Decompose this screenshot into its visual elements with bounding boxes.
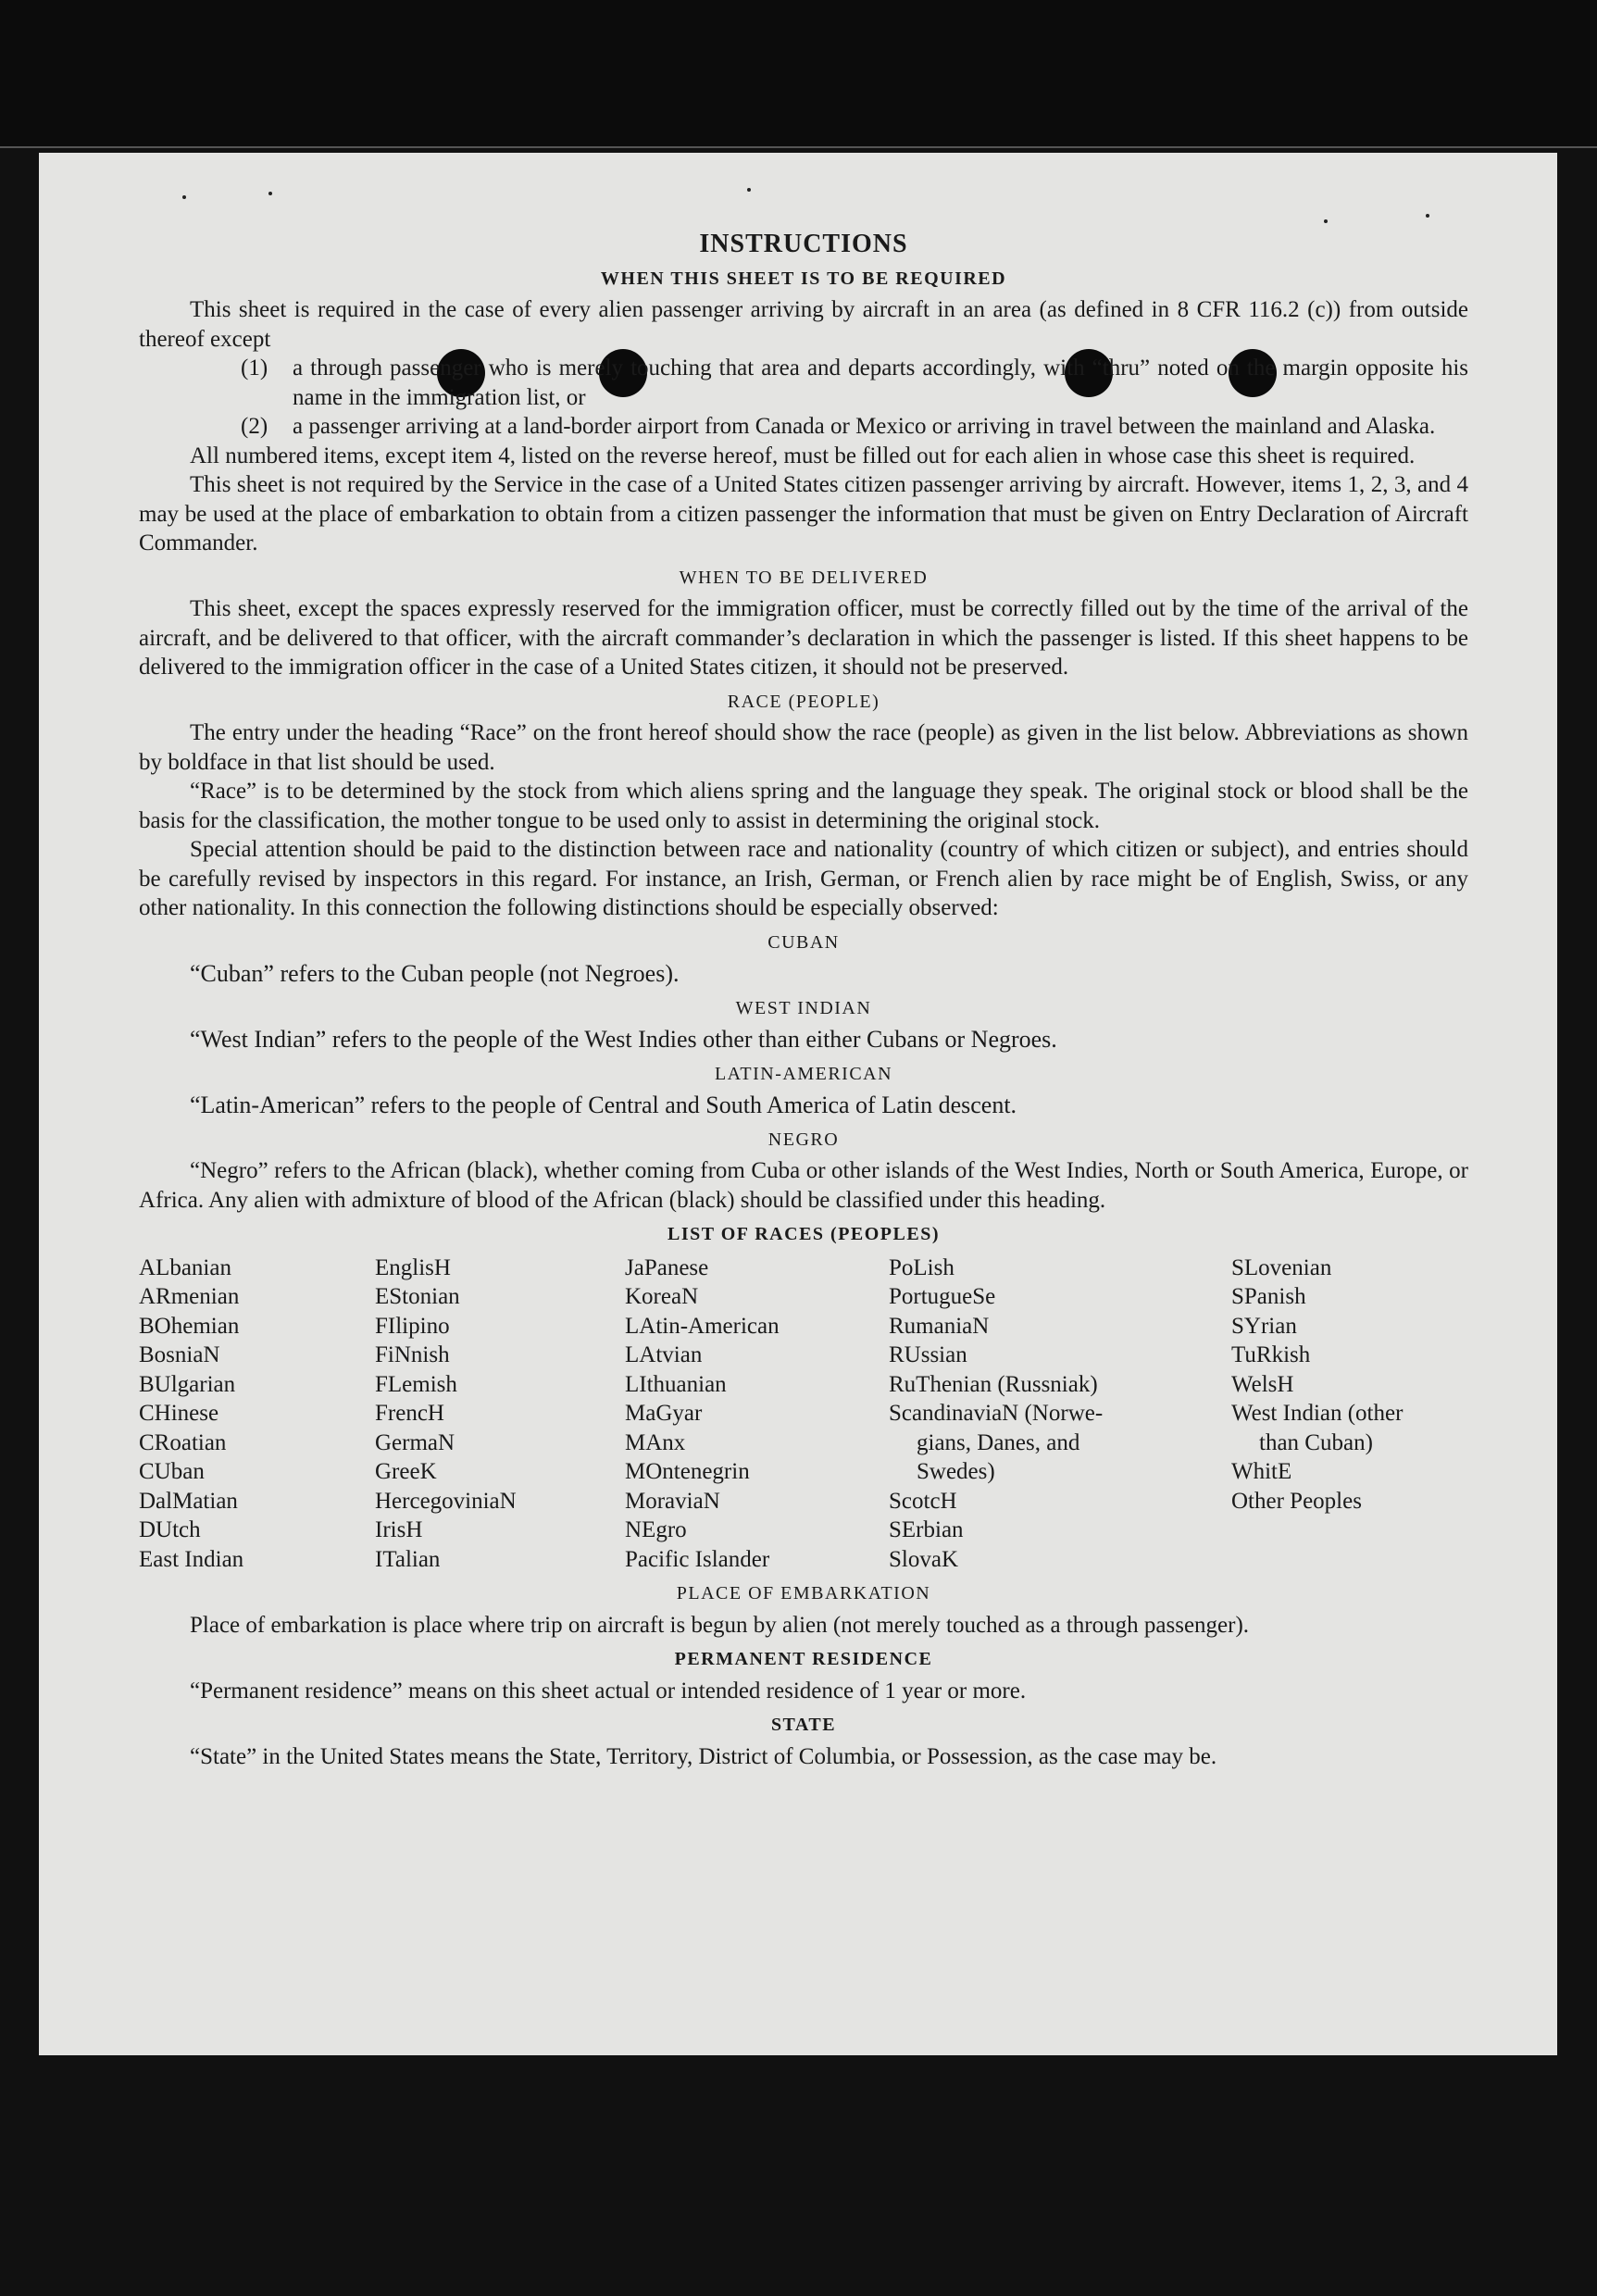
race-entry: FIlipino: [375, 1313, 450, 1339]
races-column: [1231, 1254, 1468, 1575]
race-entry: PortugueSe: [889, 1284, 996, 1309]
speck: [182, 195, 186, 199]
paragraph-required-intro: This sheet is required in the case of every alien passenger arriving by aircraft in an area (as defined in 8 CFR 116.2 (c)) from outside thereof except: [139, 297, 1468, 352]
race-entry: LAtvian: [625, 1342, 703, 1367]
race-entry: MAnx: [625, 1429, 686, 1455]
instructions-content: [139, 230, 1468, 1771]
section-heading-embarkation: PLACE OF EMBARKATION: [676, 1583, 931, 1603]
paragraph-citizen-note: This sheet is not required by the Service in the case of a United States citizen passenger arriving by aircraft. However, items 1, 2, 3, and 4 may be used at the place of embarkation to obtain from a citizen passenger the information that must be given on Entry Declaration of Aircraft Commander.: [139, 472, 1468, 555]
film-edge-line: [0, 146, 1597, 148]
speck: [1324, 219, 1328, 223]
race-entry: LIthuanian: [625, 1371, 727, 1397]
paragraph-race-stock: “Race” is to be determined by the stock from which aliens spring and the language they speak. The original stock or blood shall be the basis for the classification, the mother tongue to be used only to assist in determining the original stock.: [139, 779, 1468, 833]
definition-heading: LATIN-AMERICAN: [714, 1063, 893, 1084]
race-entry: SLovenian: [1231, 1254, 1332, 1280]
race-entry: FiNnish: [375, 1342, 450, 1367]
race-entry: ScotcH: [889, 1488, 957, 1514]
exception-item: [139, 412, 1468, 442]
race-entry: ALbanian: [139, 1254, 231, 1280]
paragraph-residence: “Permanent residence” means on this sheet actual or intended residence of 1 year or more.: [190, 1678, 1027, 1703]
definition-heading: NEGRO: [767, 1129, 840, 1150]
race-entry-continuation: Swedes): [917, 1459, 995, 1484]
race-entry: BOhemian: [139, 1313, 240, 1339]
races-column: [625, 1254, 889, 1575]
race-entry: RuThenian (Russniak): [889, 1371, 1098, 1397]
race-entry: TuRkish: [1231, 1342, 1311, 1367]
item-text: a through passenger who is merely touching that area and departs accordingly, with “thru” noted on the margin opposite his name in the immigration list, or: [293, 356, 1468, 410]
race-entry: GermaN: [375, 1429, 455, 1455]
exception-item: [139, 354, 1468, 412]
races-column: [375, 1254, 625, 1575]
paragraph-race-entry: The entry under the heading “Race” on the front hereof should show the race (people) as given in the list below. Abbreviations as shown by boldface in that list should be used.: [139, 720, 1468, 775]
race-entry: ScandinaviaN (Norwe-: [889, 1401, 1104, 1426]
race-entry: WelsH: [1231, 1371, 1294, 1397]
item-number: (1): [241, 356, 268, 381]
race-entry: RumaniaN: [889, 1313, 990, 1339]
race-entry: SYrian: [1231, 1313, 1297, 1339]
race-entry: MoraviaN: [625, 1488, 720, 1514]
race-entry: MaGyar: [625, 1401, 703, 1426]
race-entry: IrisH: [375, 1517, 423, 1542]
section-heading-race: RACE (PEOPLE): [727, 691, 880, 712]
definition-heading: WEST INDIAN: [735, 997, 872, 1018]
race-entry: West Indian (other: [1231, 1401, 1404, 1426]
race-entry: CUban: [139, 1459, 205, 1484]
definition-text: “Cuban” refers to the Cuban people (not Negroes).: [190, 960, 680, 987]
speck: [1426, 214, 1429, 218]
race-entry: SlovaK: [889, 1546, 958, 1572]
section-heading-when-delivered: WHEN TO BE DELIVERED: [679, 567, 929, 588]
definition-text: “Latin-American” refers to the people of Central and South America of Latin descent.: [190, 1092, 1017, 1118]
race-entry: ITalian: [375, 1546, 441, 1572]
races-column: [889, 1254, 1231, 1575]
race-entry: GreeK: [375, 1459, 437, 1484]
race-entry: Pacific Islander: [625, 1546, 770, 1572]
speck: [268, 192, 272, 195]
race-entry: PoLish: [889, 1254, 954, 1280]
item-number: (2): [241, 414, 268, 439]
race-entry-continuation: gians, Danes, and: [917, 1429, 1080, 1455]
race-entry: DalMatian: [139, 1488, 238, 1514]
race-entry: HercegoviniaN: [375, 1488, 517, 1514]
race-entry: ARmenian: [139, 1284, 240, 1309]
race-entry: East Indian: [139, 1546, 244, 1572]
race-entry: CHinese: [139, 1401, 219, 1426]
race-entry: WhitE: [1231, 1459, 1292, 1484]
race-entry: EStonian: [375, 1284, 460, 1309]
page-title: INSTRUCTIONS: [699, 230, 908, 258]
speck: [747, 188, 751, 192]
section-heading-list-of-races: LIST OF RACES (PEOPLES): [667, 1224, 940, 1244]
paragraph-race-nationality: Special attention should be paid to the distinction between race and nationality (country of which citizen or subject), and entries should be carefully revised by inspectors in this regard. For instance, an Irish, German, or French alien by race might be of English, Swiss, or any other nationality. In this connection the following distinctions should be especially observed:: [139, 837, 1468, 920]
section-heading-state: STATE: [770, 1715, 837, 1735]
race-entry: CRoatian: [139, 1429, 227, 1455]
race-entry: SErbian: [889, 1517, 964, 1542]
race-entry: BUlgarian: [139, 1371, 236, 1397]
definition-text: “West Indian” refers to the people of the West Indies other than either Cubans or Negroes.: [190, 1026, 1057, 1053]
race-entry: FLemish: [375, 1371, 457, 1397]
race-entry: Other Peoples: [1231, 1488, 1362, 1514]
race-entry: BosniaN: [139, 1342, 220, 1367]
item-text: a passenger arriving at a land-border airport from Canada or Mexico or arriving in travel between the mainland and Alaska.: [293, 414, 1436, 439]
race-entry: RUssian: [889, 1342, 967, 1367]
section-heading-residence: PERMANENT RESIDENCE: [674, 1649, 933, 1669]
race-entry-continuation: than Cuban): [1259, 1429, 1373, 1455]
definition-text: “Negro” refers to the African (black), whether coming from Cuba or other islands of the West Indies, North or South America, Europe, or Africa. Any alien with admixture of blood of the African (black) should be classified under this heading.: [139, 1158, 1468, 1213]
paragraph-state: “State” in the United States means the State, Territory, District of Columbia, or Possession, as the case may be.: [190, 1743, 1217, 1769]
race-entry: LAtin-American: [625, 1313, 780, 1339]
race-entry: FrencH: [375, 1401, 444, 1426]
race-entry: MOntenegrin: [625, 1459, 750, 1484]
definition-heading: CUBAN: [767, 931, 840, 953]
section-heading-when-required: WHEN THIS SHEET IS TO BE REQUIRED: [600, 268, 1007, 289]
races-table: [139, 1254, 1468, 1575]
race-entry: KoreaN: [625, 1284, 699, 1309]
races-column: [139, 1254, 375, 1575]
race-entry: NEgro: [625, 1517, 687, 1542]
film-border-top: [0, 0, 1597, 148]
race-entry: DUtch: [139, 1517, 201, 1542]
paragraph-numbered-items: All numbered items, except item 4, listed on the reverse hereof, must be filled out for each alien in whose case this sheet is required.: [190, 443, 1416, 468]
paragraph-embarkation: Place of embarkation is place where trip on aircraft is begun by alien (not merely touched as a through passenger).: [190, 1612, 1250, 1638]
paragraph-delivery: This sheet, except the spaces expressly reserved for the immigration officer, must be correctly filled out by the time of the arrival of the aircraft, and be delivered to that officer, with the aircraft commander’s declaration in which the passenger is listed. If this sheet happens to be delivered to the immigration officer in the case of a United States citizen, it should not be preserved.: [139, 596, 1468, 680]
race-entry: SPanish: [1231, 1284, 1306, 1309]
race-entry: JaPanese: [625, 1254, 709, 1280]
race-entry: EnglisH: [375, 1254, 451, 1280]
